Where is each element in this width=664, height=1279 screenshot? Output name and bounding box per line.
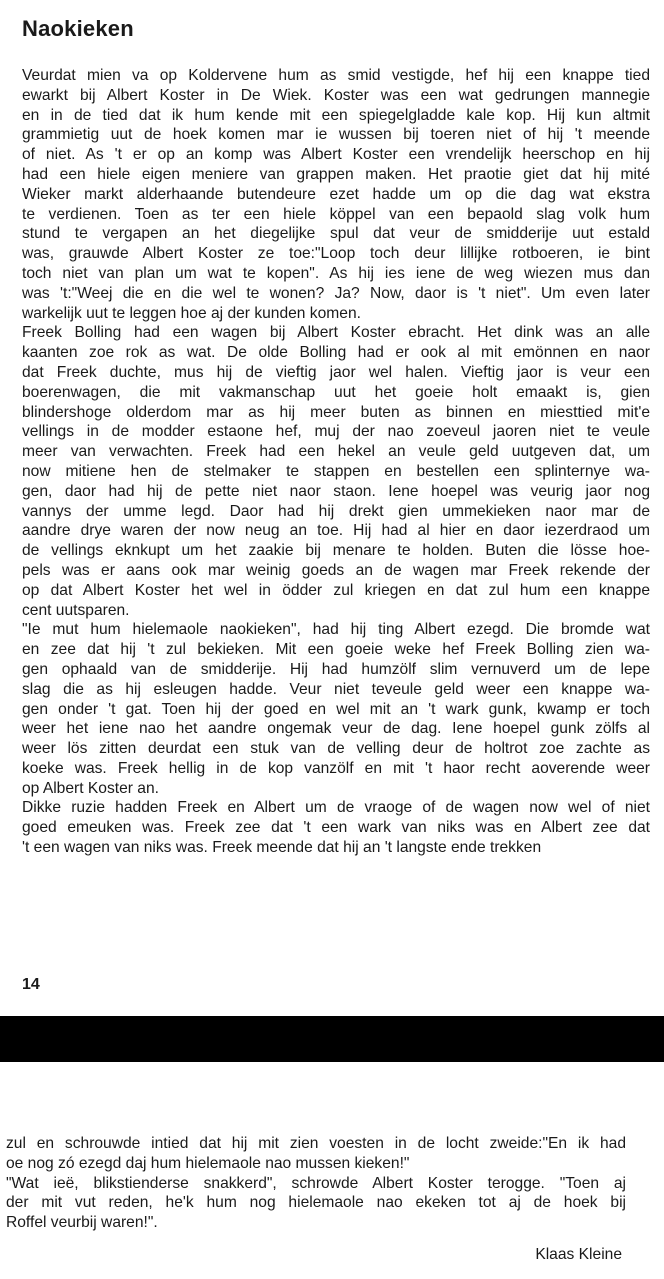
text-line: grammietig uut de hoek komen mar ie wussen bij toeren niet of hij 't meende bbox=[22, 126, 650, 144]
scan-page-divider bbox=[0, 1016, 664, 1062]
text-line: goed emeuken was. Freek zee dat 't een wark van niks was en Albert zee dat bbox=[22, 819, 650, 837]
story-body-page-14 bbox=[22, 66, 650, 858]
text-line: vellings in de modder estaone hef, muj der nao zoeveul jaoren niet te veule bbox=[22, 423, 650, 441]
text-line: slag die as hij esleugen hadde. Veur niet teveule geld weer een knappe wa- bbox=[22, 680, 650, 698]
text-line: gen, daor had hij de pette niet naor staon. Iene hoepel was veurig jaor nog bbox=[22, 482, 650, 500]
text-line: vannys der umme legd. Daor had hij drekt gien ummekieken naor mar de bbox=[22, 502, 650, 520]
text-line: Freek Bolling had een wagen bij Albert Koster ebracht. Het dink was an alle bbox=[22, 324, 650, 342]
story-body-page-15 bbox=[6, 1134, 626, 1233]
text-line: aandre drye waren der now neug an toe. Hij had al hier en daor iezerdraod um bbox=[22, 522, 650, 540]
text-line: Wieker markt alderhaande butendeure ezet hadde um op die dag wat ekstra bbox=[22, 185, 650, 203]
text-line: koeke was. Freek hellig in de kop vanzölf en mit 't haor recht aoverende weer bbox=[22, 759, 650, 777]
text-line: kaanten zoe rok as wat. De olde Bolling had er ook al mit emönnen en naor bbox=[22, 344, 650, 362]
text-line: 't een wagen van niks was. Freek meende dat hij an 't langste ende trekken bbox=[22, 839, 542, 857]
text-line: dat Freek duchte, mus hij de vieftig jaor wel halen. Vieftig jaor is veur een bbox=[22, 363, 650, 381]
text-line: gen onder 't gat. Toen hij der goed en wel mit an 't wark gunk, kwamp er toch bbox=[22, 700, 650, 718]
text-line: ewarkt bij Albert Koster in De Wiek. Koster was een wat gedrungen mannegie bbox=[22, 86, 650, 104]
text-line: Veurdat mien va op Koldervene hum as smid vestigde, hef hij een knappe tied bbox=[22, 67, 650, 84]
text-line: toch niet van plan um wat te kopen". As hij ies iene de weg wiezen mus dan bbox=[22, 264, 650, 282]
text-line: of niet. As 't er op an komp was Albert Koster een vrendelijk heerschop en hij bbox=[22, 146, 650, 164]
text-line: pels was er aans ook mar weinig goeds an de wagen mar Freek rekende der bbox=[22, 561, 650, 579]
text-line: weer het iene nao het aandre ongemak veur de dag. Iene hoepel gunk zölfs al bbox=[22, 720, 650, 738]
text-line: de vellings eknkupt um het zaakie bij menare te holden. Buten die lösse hoe- bbox=[22, 542, 650, 560]
author-signature: Klaas Kleine bbox=[535, 1246, 622, 1263]
text-line: boerenwagen, die mit vakmanschap uut het goeie holt emaakt is, gien bbox=[22, 383, 650, 401]
text-line: cent uutsparen. bbox=[22, 601, 130, 619]
text-line: Roffel veurbij waren!". bbox=[6, 1214, 158, 1232]
text-line: was, grauwde Albert Koster ze toe:"Loop toch deur lillijke rotboeren, ie bint bbox=[22, 245, 650, 263]
text-line: warkelijk uut te leggen hoe aj der kunden komen. bbox=[22, 304, 361, 322]
text-line: had een hiele eigen meniere van grappen maken. Het praotie giet dat hij mité bbox=[22, 165, 650, 183]
page-number: 14 bbox=[22, 976, 40, 993]
text-line: en in de tied dat ik hum kende mit een spiegelgladde kale kop. Hij kun altmit bbox=[22, 106, 650, 124]
text-line: blindershoge olderdom mar as hij meer buten as binnen en miesttied mit'e bbox=[22, 403, 650, 421]
text-line: en zee dat hij 't zul bekieken. Mit een goeie weke hef Freek Bolling zien wa- bbox=[22, 641, 650, 659]
story-title: Naokieken bbox=[22, 16, 134, 41]
text-line: Dikke ruzie hadden Freek en Albert um de vraoge of de wagen now wel of niet bbox=[22, 799, 650, 817]
text-line: zul en schrouwde intied dat hij mit zien voesten in de locht zweide:"En ik had bbox=[6, 1135, 626, 1152]
text-line: te verdienen. Toen as ter een hiele köppel van een bepaold slag volk hum bbox=[22, 205, 650, 223]
text-line: meer van verwachten. Freek had een hekel an veule geld uutgeven dat, um bbox=[22, 443, 650, 461]
text-line: now mitiene hen de stelmaker te stappen en bestellen een splinternye wa- bbox=[22, 462, 650, 480]
text-line: op dat Albert Koster het wel in ödder zul kriegen en dat zul hum een knappe bbox=[22, 581, 650, 599]
text-line: "Wat ieë, blikstienderse snakkerd", schrowde Albert Koster terogge. "Toen aj bbox=[6, 1174, 626, 1192]
page-15 bbox=[0, 1062, 664, 1279]
text-line: stund te vergapen an het diegelijke spul dat veur de smidderije uut estald bbox=[22, 225, 650, 243]
text-line: was 't:"Weej die en die wel te wonen? Ja? Now, daor is 't niet". Um even later bbox=[22, 284, 650, 302]
text-line: oe nog zó ezegd daj hum hielemaole nao mussen kieken!" bbox=[6, 1154, 410, 1172]
text-line: gen ophaald van de smidderije. Hij had humzölf slim vernuverd um de lepe bbox=[22, 660, 650, 678]
text-line: weer lös zitten deurdat een stuk van de velling deur de holtrot zoe zachte as bbox=[22, 740, 650, 758]
text-line: op Albert Koster an. bbox=[22, 779, 159, 797]
text-line: der mit vut reden, he'k hum nog hielemaole nao ekeken tot aj de hoek bij bbox=[6, 1194, 626, 1212]
text-line: "Ie mut hum hielemaole naokieken", had hij ting Albert ezegd. Die bromde wat bbox=[22, 621, 650, 639]
